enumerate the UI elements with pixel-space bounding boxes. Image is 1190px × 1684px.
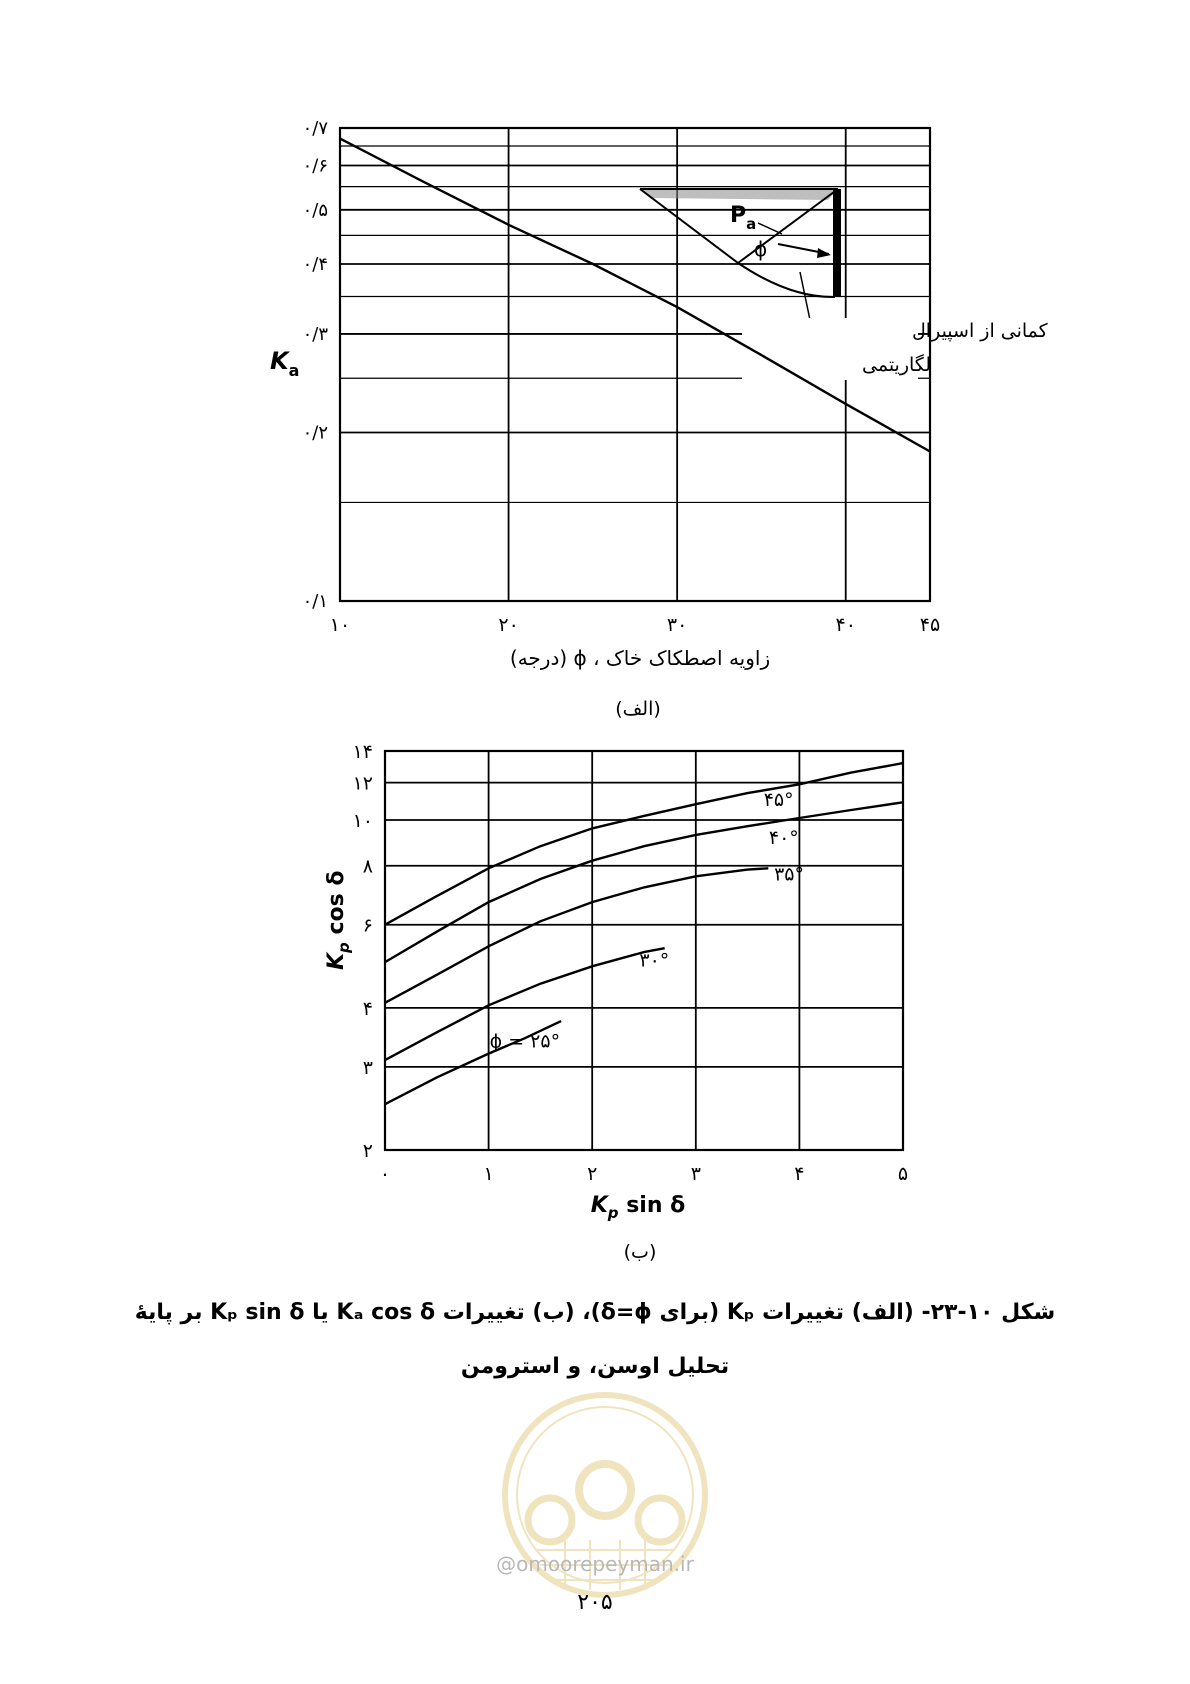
chart-b-xlabel-sub: p xyxy=(607,1204,619,1222)
kp-curve xyxy=(385,868,768,1003)
chart-a-panel-label: (الف) xyxy=(615,698,661,720)
y-tick-label-a: ۰/۶ xyxy=(302,155,328,177)
inset-note-line2: لگاریتمی xyxy=(862,354,932,376)
chart-b-xlabel: $K_p$ sin δ xyxy=(590,1193,686,1222)
x-tick-label-b: ۱ xyxy=(483,1163,494,1185)
x-tick-label-b: ۴ xyxy=(794,1163,805,1185)
ticks-b xyxy=(353,741,909,1185)
series-b xyxy=(385,763,903,1104)
y-tick-label-a: ۰/۷ xyxy=(302,118,328,139)
y-tick-label-b: ۱۰ xyxy=(352,809,373,832)
x-tick-label-b: ۳ xyxy=(690,1163,701,1185)
page-number: ۲۰۵ xyxy=(577,1590,613,1615)
y-tick-label-b: ۱۴ xyxy=(352,741,373,763)
chart-b-ylabel-sub: p xyxy=(335,942,353,953)
series-label: ϕ = ۲۵° xyxy=(489,1030,561,1053)
series-label: ۴۵° xyxy=(763,789,794,812)
x-tick-label-a: ۲۰ xyxy=(498,614,519,636)
y-tick-label-b: ۶ xyxy=(362,914,373,937)
chart-a-ylabel-sub: a xyxy=(288,361,300,380)
watermark-url: @omoorepeyman.ir xyxy=(496,1552,694,1576)
chart-b-ylabel: $K_p$ cos δ xyxy=(324,870,353,970)
y-tick-label-a: ۰/۱ xyxy=(302,591,328,612)
y-tick-label-a: ۰/۳ xyxy=(302,323,328,345)
series-label: ۳۰° xyxy=(639,949,670,972)
series-label: ۳۵° xyxy=(774,863,805,886)
x-tick-label-a: ۴۰ xyxy=(835,614,856,636)
inset-note-line1: کمانی از اسپیرال xyxy=(912,320,1048,342)
kp-curve xyxy=(385,763,903,925)
chart-b-panel-label: (ب) xyxy=(623,1241,657,1263)
y-tick-label-a: ۰/۵ xyxy=(302,199,328,221)
y-tick-label-a: ۰/۲ xyxy=(302,422,328,444)
figure-caption-line2: تحلیل اوسن، و استرومن xyxy=(460,1354,730,1379)
y-tick-label-b: ۳ xyxy=(362,1056,373,1079)
inset-pa-label: $P_a$ xyxy=(730,203,757,233)
y-tick-label-b: ۸ xyxy=(362,855,373,878)
inset-pa-sub: a xyxy=(746,215,757,233)
x-tick-label-a: ۳۰ xyxy=(666,614,688,636)
series-label: ۴۰° xyxy=(768,826,799,849)
x-tick-label-a: ۱۰ xyxy=(329,614,351,636)
x-tick-label-b: ۲ xyxy=(587,1163,598,1185)
figure-caption-line1: شکل ۱۰-۲۳- (الف) تغییرات Kₚ (برای δ=ϕ)، (ب) تغییرات Kₐ cos δ یا Kₚ sin δ بر پایهٔ xyxy=(134,1300,1056,1325)
inset-phi-label: ϕ xyxy=(754,237,768,261)
x-tick-label-b: ۰ xyxy=(379,1163,391,1185)
y-tick-label-b: ۴ xyxy=(362,997,373,1020)
chart-a-xlabel: زاویه اصطکاک خاک ، ϕ (درجه) xyxy=(509,646,771,670)
series-labels-b xyxy=(490,789,804,1052)
chart-a-ylabel: $K_a$ xyxy=(270,347,300,380)
x-tick-label-b: ۵ xyxy=(897,1163,909,1185)
x-tick-label-a: ۴۵ xyxy=(919,614,941,636)
y-tick-label-a: ۰/۴ xyxy=(302,254,328,276)
y-tick-label-b: ۲ xyxy=(362,1140,373,1162)
y-tick-label-b: ۱۲ xyxy=(352,772,373,795)
